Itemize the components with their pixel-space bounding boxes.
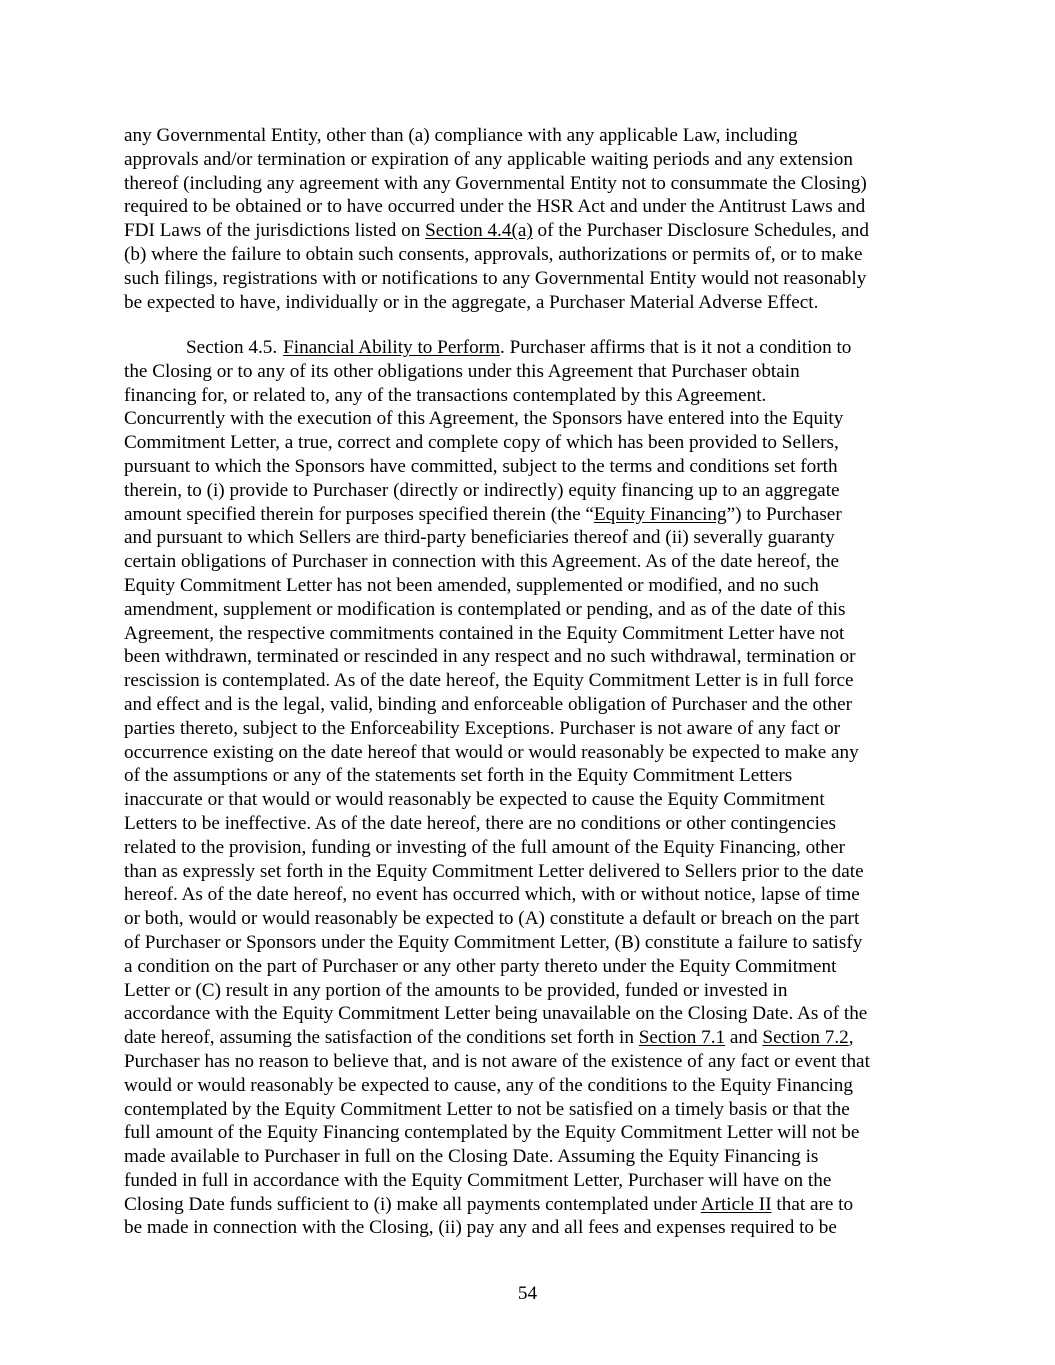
text-line: Letter or (C) result in any portion of the amounts to be provided, funded or invested in: [124, 979, 788, 1001]
paragraph-governmental-entity: [124, 124, 934, 314]
text-fragment: of the Purchaser Disclosure Schedules, and: [532, 220, 869, 242]
section-number: Section 4.5.: [186, 337, 278, 358]
text-line: [124, 219, 934, 243]
text-line: would or would reasonably be expected to cause, any of the conditions to the Equity Financing: [124, 1074, 853, 1096]
text-fragment: FDI Laws of the jurisdictions listed on: [124, 220, 426, 242]
text-line: pursuant to which the Sponsors have committed, subject to the terms and conditions set forth: [124, 455, 838, 477]
text-line: full amount of the Equity Financing contemplated by the Equity Commitment Letter will not be: [124, 1122, 860, 1144]
text-line: been withdrawn, terminated or rescinded in any respect and no such withdrawal, termination or: [124, 646, 856, 668]
text-line: [124, 503, 934, 527]
text-fragment: and: [725, 1027, 763, 1049]
text-line: or both, would or would reasonably be expected to (A) constitute a default or breach on the part: [124, 908, 860, 930]
text-line: and pursuant to which Sellers are third-party beneficiaries thereof and (ii) severally guaranty: [124, 527, 835, 549]
paragraph-section-4-5: [124, 336, 934, 1240]
text-line: Purchaser has no reason to believe that, and is not aware of the existence of any fact or event that: [124, 1050, 870, 1072]
section-heading: Financial Ability to Perform: [283, 337, 501, 358]
text-line: approvals and/or termination or expiration of any applicable waiting periods and any extension: [124, 148, 853, 170]
text-line: hereof. As of the date hereof, no event has occurred which, with or without notice, lapse of time: [124, 884, 860, 906]
text-line: of Purchaser or Sponsors under the Equity Commitment Letter, (B) constitute a failure to satisfy: [124, 931, 863, 953]
section-4-4a-reference: Section 4.4(a): [425, 220, 533, 242]
text-line: funded in full in accordance with the Equity Commitment Letter, Purchaser will have on the: [124, 1169, 832, 1191]
text-line: [124, 1026, 934, 1050]
text-line: financing for, or related to, any of the transactions contemplated by this Agreement.: [124, 384, 767, 406]
text-line: (b) where the failure to obtain such consents, approvals, authorizations or permits of, or to make: [124, 243, 863, 265]
text-line: made available to Purchaser in full on the Closing Date. Assuming the Equity Financing is: [124, 1146, 819, 1168]
article-ii-reference: Article II: [700, 1193, 772, 1215]
text-line: required to be obtained or to have occurred under the HSR Act and under the Antitrust Laws and: [124, 196, 866, 218]
text-line: Commitment Letter, a true, correct and complete copy of which has been provided to Sellers,: [124, 432, 839, 454]
text-line: contemplated by the Equity Commitment Letter to not be satisfied on a timely basis or that the: [124, 1098, 850, 1120]
text-line: therein, to (i) provide to Purchaser (directly or indirectly) equity financing up to an aggregate: [124, 479, 840, 501]
text-line: [124, 1193, 934, 1217]
section-heading-line: [124, 336, 934, 360]
text-line: certain obligations of Purchaser in connection with this Agreement. As of the date hereof, the: [124, 551, 840, 573]
text-line: thereof (including any agreement with any Governmental Entity not to consummate the Closing): [124, 172, 867, 194]
text-line: be expected to have, individually or in the aggregate, a Purchaser Material Adverse Effect.: [124, 291, 819, 313]
text-fragment: ,: [848, 1027, 854, 1049]
text-line: than as expressly set forth in the Equity Commitment Letter delivered to Sellers prior to the date: [124, 860, 864, 882]
text-line: amendment, supplement or modification is contemplated or pending, and as of the date of this: [124, 598, 846, 620]
text-line: rescission is contemplated. As of the date hereof, the Equity Commitment Letter is in full force: [124, 670, 854, 692]
text-line: be made in connection with the Closing, (ii) pay any and all fees and expenses required to be: [124, 1217, 837, 1239]
text-fragment: date hereof, assuming the satisfaction of the conditions set forth in: [124, 1027, 639, 1049]
text-line: any Governmental Entity, other than (a) compliance with any applicable Law, including: [124, 125, 798, 146]
text-line: such filings, registrations with or notifications to any Governmental Entity would not reasonably: [124, 267, 867, 289]
text-line: Concurrently with the execution of this Agreement, the Sponsors have entered into the Equity: [124, 408, 844, 430]
text-line: parties thereto, subject to the Enforceability Exceptions. Purchaser is not aware of any fact or: [124, 717, 841, 739]
section-7-1-reference: Section 7.1: [638, 1027, 726, 1049]
text-line: Agreement, the respective commitments contained in the Equity Commitment Letter have not: [124, 622, 845, 644]
text-fragment: . Purchaser affirms that is it not a condition to: [500, 337, 852, 358]
text-fragment: that are to: [771, 1193, 854, 1215]
text-line: a condition on the part of Purchaser or any other party thereto under the Equity Commitment: [124, 955, 837, 977]
section-7-2-reference: Section 7.2: [762, 1027, 849, 1049]
text-fragment: ”) to Purchaser: [726, 503, 842, 525]
text-fragment: Closing Date funds sufficient to (i) make all payments contemplated under: [124, 1193, 701, 1215]
text-line: of the assumptions or any of the statements set forth in the Equity Commitment Letters: [124, 765, 793, 787]
text-line: the Closing or to any of its other obligations under this Agreement that Purchaser obtain: [124, 360, 800, 382]
text-fragment: amount specified therein for purposes specified therein (the “: [124, 503, 594, 525]
text-line: inaccurate or that would or would reasonably be expected to cause the Equity Commitment: [124, 789, 825, 811]
page-number: 54: [517, 1283, 538, 1304]
equity-financing-term: Equity Financing: [593, 503, 727, 525]
text-line: occurrence existing on the date hereof that would or would reasonably be expected to make any: [124, 741, 859, 763]
text-line: Equity Commitment Letter has not been amended, supplemented or modified, and no such: [124, 574, 819, 596]
text-line: and effect and is the legal, valid, binding and enforceable obligation of Purchaser and the other: [124, 693, 852, 715]
text-line: Letters to be ineffective. As of the date hereof, there are no conditions or other contingencies: [124, 812, 836, 834]
text-line: accordance with the Equity Commitment Letter being unavailable on the Closing Date. As of the: [124, 1003, 868, 1025]
text-line: related to the provision, funding or investing of the full amount of the Equity Financing, other: [124, 836, 845, 858]
